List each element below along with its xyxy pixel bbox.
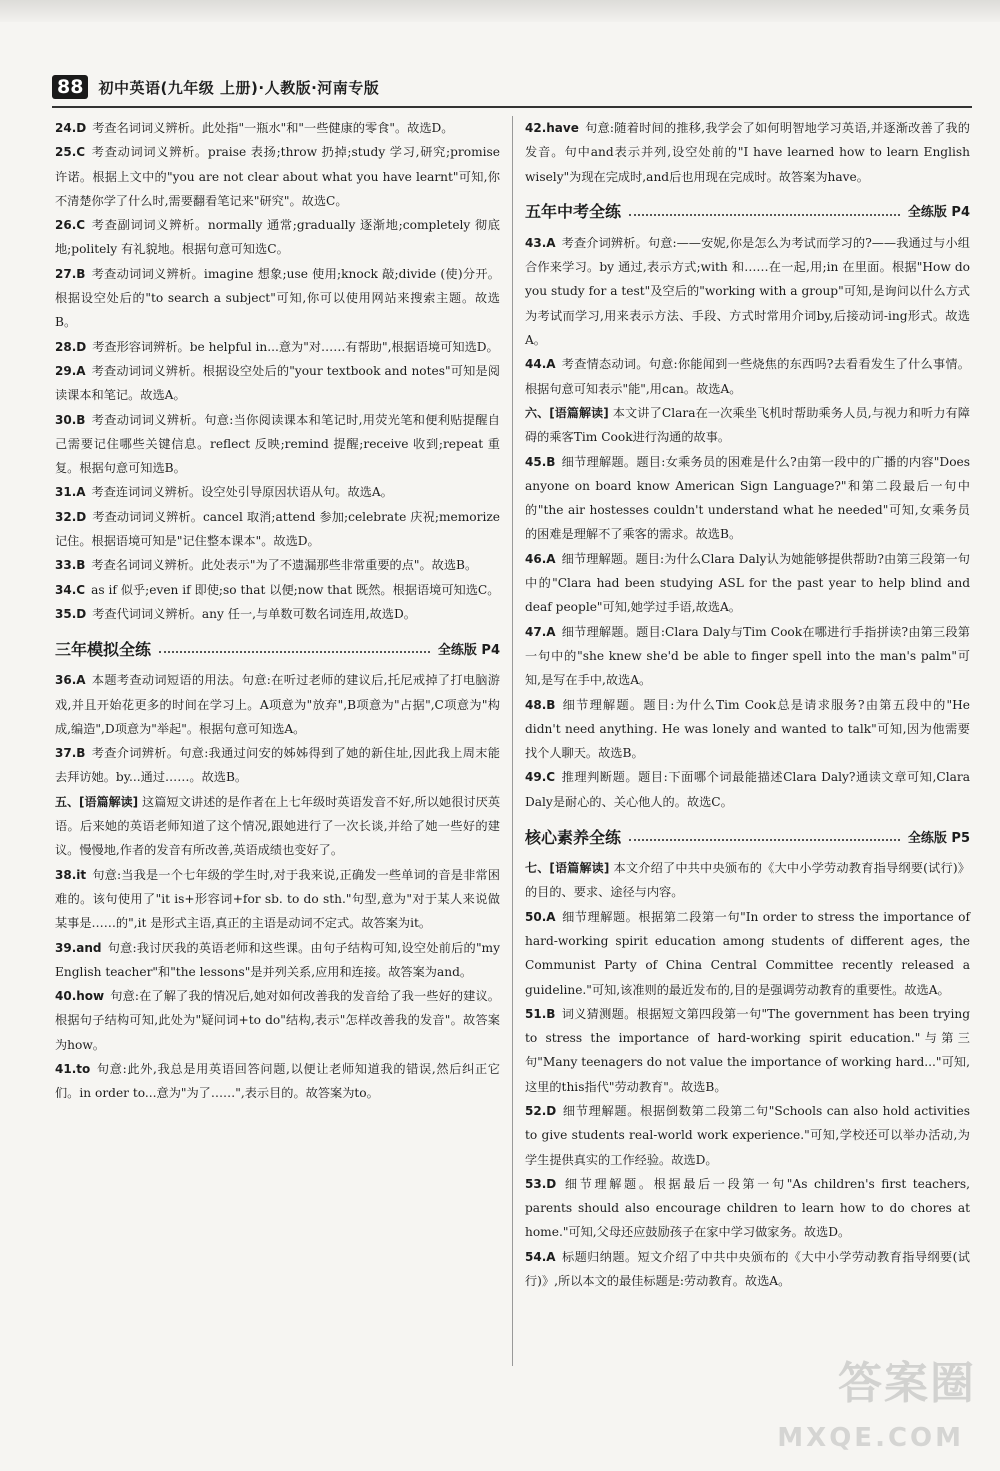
answer-item: [55, 262, 500, 335]
book-title: 初中英语(九年级 上册)·人教版·河南专版: [98, 78, 380, 97]
answer-number: 46.A: [525, 551, 556, 566]
passage-text: 这篇短文讲述的是作者在上七年级时英语发音不好,所以她很讨厌英语。后来她的英语老师知道了这个情况,跟她进行了一次长谈,并给了她一些好的建议。慢慢地,作者的发音有所改善,英语成绩也变好了。: [55, 794, 501, 858]
answer-item: [525, 547, 970, 620]
passage-summary-6: [525, 401, 970, 450]
answer-number: 29.A: [55, 363, 86, 378]
answer-number: 36.A: [55, 673, 86, 688]
answer-explanation: 推理判断题。题目:下面哪个词最能描述Clara Daly?通读文章可知,Clara Daly是耐心的、关心他人的。故选C。: [525, 770, 970, 809]
section-title: 五年中考全练: [525, 202, 622, 222]
answer-explanation: 句意:在了解了我的情况后,她对如何改善我的发音给了我一些好的建议。根据句子结构可知,此处为"疑问词+to do"结构,表示"怎样改善我的发音"。故答案为how。: [55, 989, 500, 1052]
answer-item: [55, 505, 500, 554]
page-header: [52, 74, 379, 100]
section-page-ref: 全练版 P4: [907, 205, 970, 221]
section-dots: [159, 651, 430, 653]
answer-item: [525, 620, 970, 693]
answer-explanation: 细节理解题。题目:女乘务员的困难是什么?由第一段中的广播的内容"Does anyone on board know American Sign Language?"和第二段最后一句中的"the air hostesses couldn't understand what he needed"可知,女乘务员的困难是理解不了乘客的需求。故选B。: [525, 454, 970, 542]
answer-explanation: 本题考查动词短语的用法。句意:在听过老师的建议后,托尼戒掉了打电脑游戏,并且开始花更多的时间在学习上。A项意为"放弃",B项意为"占据",C项意为"构成,编造",D项意为"举起"。根据句意可知选A。: [55, 673, 500, 736]
answer-number: 25.C: [55, 145, 86, 160]
left-column: [55, 116, 500, 1106]
answers-group-38-41: [55, 863, 500, 1106]
answer-item: [55, 1057, 500, 1106]
answer-number: 28.D: [55, 339, 87, 354]
answer-item: [55, 668, 500, 741]
answers-group-45-49: [525, 450, 970, 814]
answer-number: 34.C: [55, 582, 86, 597]
answer-number: 44.A: [525, 357, 556, 372]
answer-item: [55, 578, 500, 602]
answers-group-24-35: [55, 116, 500, 626]
answer-item: [525, 1172, 970, 1245]
section-page-ref: 全练版 P5: [907, 830, 970, 846]
answer-number: 31.A: [55, 485, 86, 500]
answer-item: [525, 352, 970, 401]
section-title: 三年模拟全练: [55, 639, 152, 659]
section-page-ref: 全练版 P4: [437, 642, 500, 658]
answers-group-50-54: [525, 905, 970, 1294]
section-hexin: [525, 820, 970, 852]
answers-group-42: [525, 116, 970, 189]
answer-item: [55, 741, 500, 790]
answer-item: [525, 1099, 970, 1172]
answers-group-43-44: [525, 231, 970, 401]
answer-item: [525, 116, 970, 189]
answer-number: 30.B: [55, 412, 86, 427]
answer-explanation: 考查动词词义辨析。句意:当你阅读课本和笔记时,用荧光笔和便利贴提醒自己需要记住哪些关键信息。reflect 反映;remind 提醒;receive 收到;repeat 重复。根据句意可知选B。: [55, 412, 500, 476]
answer-number: 49.C: [525, 770, 556, 785]
answer-number: 42.have: [525, 121, 579, 135]
answer-explanation: 词义猜测题。根据短文第四段第一句"The government has been trying to stress the importance of hard-working spirit education."与第三句"Many teenagers do not value the importance of working hard..."可知,这里的this指代"劳动教育"。故选B。: [525, 1006, 970, 1094]
answer-item: [55, 335, 500, 359]
answer-number: 27.B: [55, 266, 86, 281]
header-rule: [52, 106, 972, 108]
answer-explanation: 考查动词词义辨析。imagine 想象;use 使用;knock 敲;divide (使)分开。根据设空处后的"to search a subject"可知,你可以使用网站来搜索主题。故选B。: [55, 266, 500, 330]
answer-number: 26.C: [55, 218, 86, 233]
answer-number: 50.A: [525, 909, 556, 924]
answer-explanation: 考查连词词义辨析。设空处引导原因状语从句。故选A。: [91, 485, 393, 500]
answer-explanation: 考查代词词义辨析。any 任一,与单数可数名词连用,故选D。: [92, 606, 416, 621]
answer-number: 32.D: [55, 509, 87, 524]
answer-explanation: as if 似乎;even if 即使;so that 以便;now that 既然。根据语境可知选C。: [91, 582, 500, 597]
answer-explanation: 细节理解题。根据倒数第二段第二句"Schools can also hold activities to give students real-world work experience."可知,学校还可以举办活动,为学生提供真实的工作经验。故选D。: [525, 1103, 970, 1167]
top-scan-band: [0, 0, 1000, 22]
answer-explanation: 考查动词词义辨析。根据设空处后的"your textbook and notes"可知是阅读课本和笔记。故选A。: [55, 363, 500, 403]
column-divider: [512, 116, 513, 1366]
answer-number: 24.D: [55, 121, 87, 135]
answer-explanation: 考查动词词义辨析。cancel 取消;attend 参加;celebrate 庆祝;memorize 记住。根据语境可知是"记住整本课本"。故选D。: [55, 509, 500, 549]
answer-number: 37.B: [55, 746, 86, 761]
answer-explanation: 考查名词词义辨析。此处指"一瓶水"和"一些健康的零食"。故选D。: [92, 121, 454, 135]
section-dots: [629, 839, 900, 841]
answer-number: 40.how: [55, 989, 105, 1004]
answer-number: 52.D: [525, 1103, 557, 1118]
answer-item: [525, 765, 970, 814]
passage-tag: 七、[语篇解读]: [525, 861, 610, 876]
right-column: [525, 116, 970, 1293]
answer-explanation: 句意:此外,我总是用英语回答问题,以便让老师知道我的错误,然后纠正它们。in order to...意为"为了……",表示目的。故答案为to。: [55, 1061, 500, 1101]
answer-item: [55, 936, 500, 985]
answer-item: [55, 553, 500, 577]
answer-item: [55, 140, 500, 213]
answer-item: [525, 1245, 970, 1294]
answer-item: [525, 905, 970, 1002]
answer-item: [55, 480, 500, 504]
answer-number: 33.B: [55, 558, 86, 573]
answer-explanation: 细节理解题。根据第二段第一句"In order to stress the importance of hard-working spirit education among students of different ages, the Communist Party of China Central Committee recently released a guideline."可知,该准则的最近发布的,目的是强调劳动教育的重要性。故选A。: [525, 909, 970, 997]
answer-item: [55, 359, 500, 408]
passage-text: 本文讲了Clara在一次乘坐飞机时帮助乘务人员,与视力和听力有障碍的乘客Tim Cook进行沟通的故事。: [525, 405, 970, 445]
section-dots: [629, 214, 900, 216]
answer-item: [55, 408, 500, 481]
answer-number: 51.B: [525, 1006, 556, 1021]
answer-item: [525, 450, 970, 547]
answer-explanation: 细节理解题。题目:为什么Clara Daly认为她能够提供帮助?由第三段第一句中的"Clara had been studying ASL for the past year to help blind and deaf people"可知,她学过手语,故选A。: [525, 551, 970, 615]
answer-number: 43.A: [525, 235, 556, 250]
answer-explanation: 考查副词词义辨析。normally 通常;gradually 逐渐地;completely 彻底地;politely 有礼貌地。根据句意可知选C。: [55, 218, 500, 257]
passage-text: 本文介绍了中共中央颁布的《大中小学劳动教育指导纲要(试行)》的目的、要求、途径与内容。: [525, 861, 970, 900]
answer-explanation: 考查情态动词。句意:你能闻到一些烧焦的东西吗?去看看发生了什么事情。根据句意可知表示"能",用can。故选A。: [525, 357, 970, 396]
answer-number: 39.and: [55, 940, 102, 955]
answer-explanation: 句意:我讨厌我的英语老师和这些课。由句子结构可知,设空处前后的"my English teacher"和"the lessons"是并列关系,应用和连接。故答案为and。: [55, 940, 500, 979]
answers-group-36-37: [55, 668, 500, 789]
section-sannian: [55, 632, 500, 664]
answer-explanation: 考查形容词辨析。be helpful in...意为"对……有帮助",根据语境可知选D。: [92, 339, 499, 354]
answer-explanation: 考查名词词义辨析。此处表示"为了不遗漏那些非常重要的点"。故选B。: [91, 558, 478, 573]
answer-number: 38.it: [55, 867, 87, 882]
watermark-url: MXQE.COM: [777, 1423, 964, 1453]
answer-explanation: 句意:当我是一个七年级的学生时,对于我来说,正确发一些单词的音是非常困难的。该句使用了"it is+形容词+for sb. to do sth."句型,意为"对于某人来说做某事是……的",it 是形式主语,真正的主语是动词不定式。故答案为it。: [55, 867, 500, 931]
answer-item: [525, 1002, 970, 1099]
answer-item: [55, 213, 500, 262]
answer-explanation: 细节理解题。题目:Clara Daly与Tim Cook在哪进行手指拼读?由第三段第一句中的"she knew she'd be able to finger spell into the man's palm"可知,是写在手中,故选A。: [525, 624, 970, 688]
answer-item: [525, 231, 970, 352]
answer-explanation: 细节理解题。根据最后一段第一句"As children's first teachers, parents should also encourage children to learn how to do chores at home."可知,父母还应鼓励孩子在家中学习做家务。故选D。: [525, 1176, 970, 1240]
answer-item: [525, 693, 970, 766]
answer-item: [55, 863, 500, 936]
answer-explanation: 句意:随着时间的推移,我学会了如何明智地学习英语,并逐渐改善了我的发音。句中and表示并列,设空处前的"I have learned how to learn English wisely"为现在完成时,and后也用现在完成时。故答案为have。: [525, 121, 970, 184]
passage-tag: 五、[语篇解读]: [55, 794, 139, 809]
answer-item: [55, 116, 500, 140]
answer-number: 45.B: [525, 454, 556, 469]
answer-explanation: 标题归纳题。短文介绍了中共中央颁布的《大中小学劳动教育指导纲要(试行)》,所以本文的最佳标题是:劳动教育。故选A。: [525, 1249, 970, 1289]
section-title: 核心素养全练: [525, 827, 622, 847]
passage-tag: 六、[语篇解读]: [525, 405, 609, 420]
passage-summary-7: [525, 856, 970, 905]
section-wunian: [525, 195, 970, 227]
answer-explanation: 考查动词词义辨析。praise 表扬;throw 扔掉;study 学习,研究;promise 许诺。根据上文中的"you are not clear about what you have learnt"可知,你不清楚你学了什么时,需要翻看笔记来"研究"。故选C。: [55, 145, 500, 208]
answer-item: [55, 602, 500, 626]
answer-explanation: 考查介词辨析。句意:——安妮,你是怎么为考试而学习的?——我通过与小组合作来学习。by 通过,表示方式;with 和……在一起,用;in 在里面。根据"How do you study for a test"及空后的"working with a group"可知,是询问以什么方式为考试而学习,用来表示方法、手段、方式时常用介词by,后接动词-ing形式。故选A。: [525, 235, 970, 348]
page-number: 88: [52, 75, 88, 99]
watermark-logo: 答案圈: [838, 1358, 976, 1409]
answer-item: [55, 984, 500, 1057]
answer-number: 41.to: [55, 1061, 91, 1076]
answer-explanation: 考查介词辨析。句意:我通过问安的姊姊得到了她的新住址,因此我上周末能去拜访她。by...通过……。故选B。: [55, 746, 500, 785]
answer-number: 35.D: [55, 606, 87, 621]
passage-summary-5: [55, 790, 500, 863]
answer-number: 47.A: [525, 624, 556, 639]
answer-number: 54.A: [525, 1249, 556, 1264]
answer-number: 53.D: [525, 1176, 557, 1191]
answer-explanation: 细节理解题。题目:为什么Tim Cook总是请求服务?由第五段中的"He didn't need anything. He was lonely and wanted to talk"可知,因为他需要找个人聊天。故选B。: [525, 697, 970, 761]
answer-number: 48.B: [525, 697, 556, 712]
